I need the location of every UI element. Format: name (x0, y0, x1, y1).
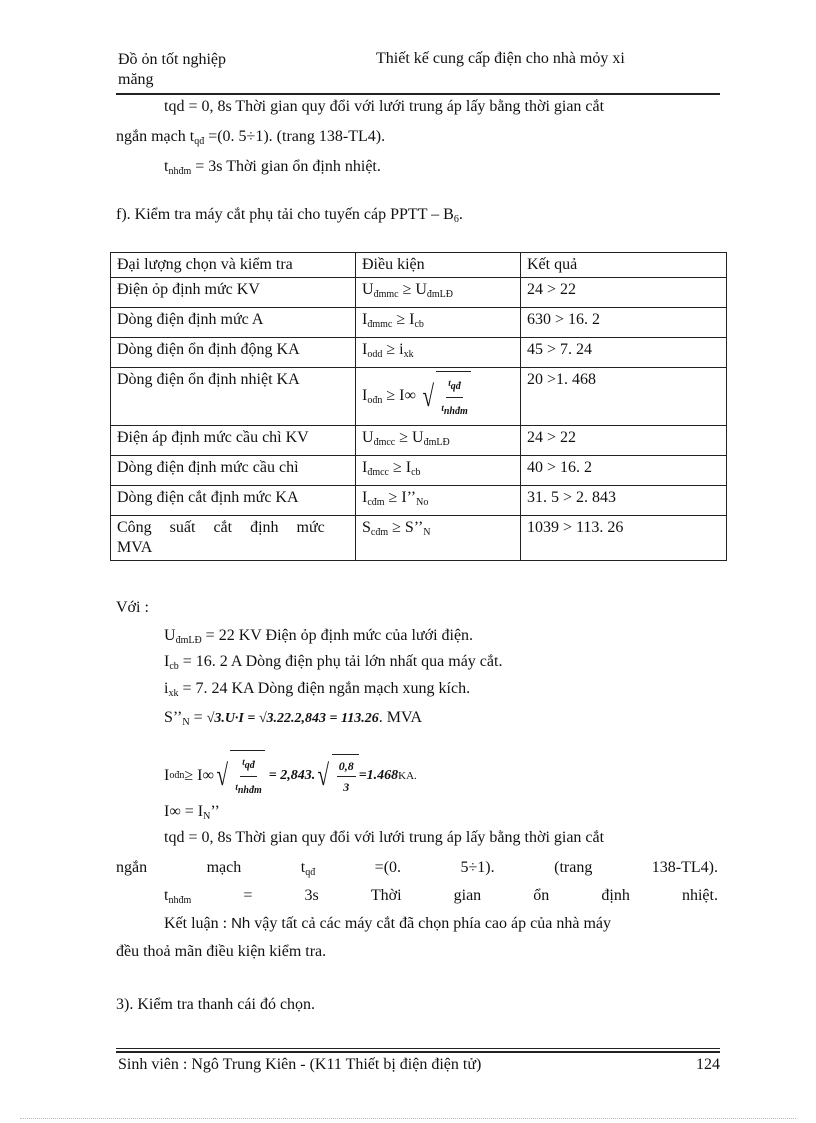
with-iodn: I ođn ≥ I∞ √ $\frac{t_{qđ}}{t_{nhđm}}$ = 2,843. √ $\frac{0,8}{3}$ =1.468 KA. (164, 750, 417, 801)
footer-student: Sinh viên : Ngô Trung Kiên - (K11 Thiết bị điện điện tử) (118, 1056, 482, 1073)
table-header-row (111, 253, 727, 278)
table-cell-label: Dòng điện ổn định nhiệt KA (111, 368, 356, 426)
table-cell-result: 24 > 22 (521, 426, 727, 456)
with-tqd-line2: ngắn mạch $t_{qđ}$ =(0. 5÷1). (trang 138-TL4). (116, 859, 718, 878)
table-cell-label: Dòng điện định mức cầu chì (111, 456, 356, 486)
with-tqd-line1: tqd = 0, 8s Thời gian quy đổi với lưới trung áp lấy bằng thời gian cắt (164, 829, 605, 846)
header-right: Thiết kế cung cấp điện cho nhà mỏy xi (376, 50, 625, 67)
conclusion-line2: đều thoả mãn điều kiện kiểm tra. (116, 943, 327, 960)
table-cell-condition: $I_{odd} \ge i_{xk}$ (356, 338, 521, 368)
section-3-title: 3). Kiểm tra thanh cái đó chọn. (116, 996, 316, 1013)
table-row (111, 426, 727, 456)
header-left-line2: măng (118, 71, 154, 88)
table-cell-result: 31. 5 > 2. 843 (521, 486, 727, 516)
section-f-title: f). Kiểm tra máy cắt phụ tải cho tuyến cáp PPTT – $B_6$. (116, 206, 463, 225)
table-cell-condition: $I_{ođn} \ge I\infty$ √ $\frac{t_{qđ}}{t_{nhđm}}$ (356, 368, 521, 426)
table-header-cell: Điều kiện (356, 253, 521, 278)
table-cell-label: Dòng điện ổn định động KA (111, 338, 356, 368)
table-cell-result: 20 >1. 468 (521, 368, 727, 426)
table-cell-result: 24 > 22 (521, 278, 727, 308)
header-left-line1: Đồ ỏn tốt nghiệp (118, 51, 226, 68)
with-iinf: $I\infty = I_N$’’ (164, 803, 220, 822)
with-sn: $S’’_N = √3.U\cdot I = √3.22.2,843 = 113.26$. MVA (164, 709, 423, 728)
sn-formula: √3.U·I = √3.22.2,843 = 113.26 (206, 711, 379, 726)
footer-rule (116, 1048, 720, 1049)
table-cell-label: Dòng điện cắt định mức KA (111, 486, 356, 516)
sqrt-fraction: √ $\frac{t_{qđ}}{t_{nhđm}}$ (420, 371, 471, 422)
table-row (111, 368, 727, 426)
table-cell-condition: $I_{đmmc} \ge I_{cb}$ (356, 308, 521, 338)
table-cell-label: Điện áp định mức cầu chì KV (111, 426, 356, 456)
table-row (111, 308, 727, 338)
table-row (111, 456, 727, 486)
page-number: 124 (696, 1056, 720, 1073)
check-table (110, 252, 727, 561)
intro-tnhdm: $t_{nhđm} = 3s$ Thời gian ổn định nhiệt. (164, 158, 381, 177)
intro-tqd-line1: tqd = 0, 8s Thời gian quy đổi với lưới trung áp lấy bằng thời gian cắt (164, 98, 605, 115)
table-row (111, 486, 727, 516)
sqrt-fraction: √ $\frac{t_{qđ}}{t_{nhđm}}$ (214, 750, 265, 801)
table-cell-result: 40 > 16. 2 (521, 456, 727, 486)
table-cell-result: 1039 > 113. 26 (521, 516, 727, 561)
table-cell-condition: $I_{cđm}$ ≥ $I’’_{No}$ (356, 486, 521, 516)
header-left (118, 50, 268, 90)
sqrt-fraction-values: √ $\frac{0,8}{3}$ (315, 754, 358, 797)
with-ixk: $i_{xk} = 7$. 24 KA Dòng điện ngắn mạch xung kích. (164, 680, 471, 699)
table-header-cell: Kết quả (521, 253, 727, 278)
table-cell-result: 45 > 7. 24 (521, 338, 727, 368)
table-cell-label: Điện ỏp định mức KV (111, 278, 356, 308)
table-header-cell: Đại lượng chọn và kiểm tra (111, 253, 356, 278)
table-cell-label: Dòng điện định mức A (111, 308, 356, 338)
with-udm: $U_{đmLĐ} = 22$ KV Điện ỏp định mức của lưới điện. (164, 627, 474, 646)
table-row (111, 338, 727, 368)
conclusion-line1: Kết luận : Nh vậy tất cả các máy cắt đã chọn phía cao áp của nhà máy (164, 915, 611, 932)
footer-rule-thick (116, 1051, 720, 1053)
table-cell-condition: $U_{đmmc} \ge U_{đmLĐ}$ (356, 278, 521, 308)
with-label: Với : (116, 599, 149, 616)
page-bottom-divider (20, 1118, 796, 1119)
table-row (111, 278, 727, 308)
header-rule (116, 93, 720, 95)
table-cell-label: Công suất cắt định mức MVA (111, 516, 356, 561)
table-cell-condition: $S_{cđm}$ ≥ $S’’_N$ (356, 516, 521, 561)
table-cell-condition: $U_{đmcc} \ge U_{đmLĐ}$ (356, 426, 521, 456)
with-tnhdm: $t_{nhđm}$ = 3s Thời gian ổn định nhiệt. (164, 887, 718, 906)
intro-tqd-line2: ngắn mạch $t_{qđ} =(0$. 5÷1). (trang 138-TL4). (116, 128, 386, 147)
table-cell-condition: $I_{đmcc} \ge I_{cb}$ (356, 456, 521, 486)
with-icb: $I_{cb} = 16$. 2 A Dòng điện phụ tải lớn nhất qua máy cắt. (164, 653, 503, 672)
table-cell-result: 630 > 16. 2 (521, 308, 727, 338)
table-row (111, 516, 727, 561)
